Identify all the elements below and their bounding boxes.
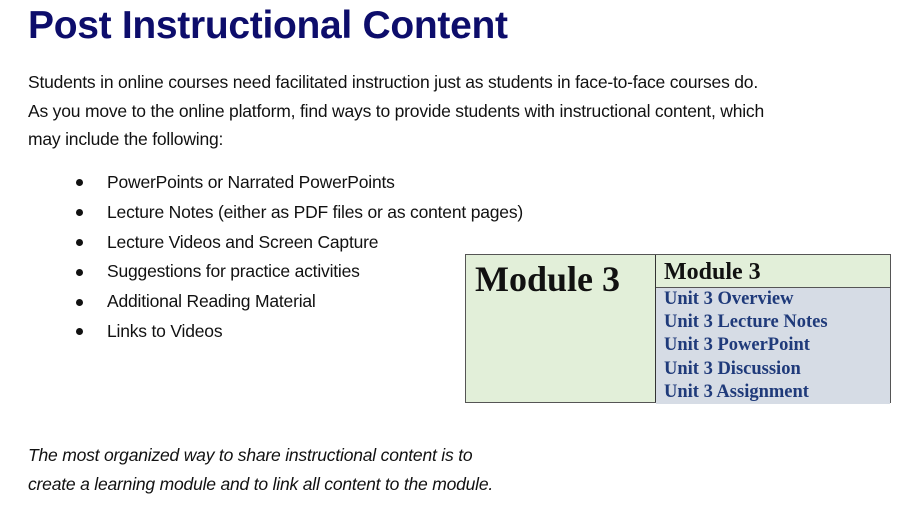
closing-note: [28, 441, 493, 499]
bullet-icon: [76, 239, 83, 246]
module-item: Unit 3 Lecture Notes: [664, 312, 828, 333]
bullet-icon: [76, 328, 83, 335]
bullet-icon: [76, 209, 83, 216]
closing-line: The most organized way to share instructional content is to: [28, 445, 473, 465]
intro-line: Students in online courses need facilitated instruction just as students in face-to-face courses do.: [28, 72, 759, 92]
intro-paragraph: [28, 68, 918, 154]
module-item: Unit 3 Discussion: [664, 358, 801, 379]
bullet-icon: [76, 269, 83, 276]
list-item: Lecture Videos and Screen Capture: [70, 228, 523, 258]
module-label: Module 3: [466, 255, 656, 402]
module-item: Unit 3 Assignment: [664, 381, 809, 402]
module-item: Unit 3 PowerPoint: [664, 335, 810, 356]
intro-line: may include the following:: [28, 129, 224, 149]
list-item: Links to Videos: [70, 317, 523, 347]
module-contents: [656, 255, 890, 402]
list-item: Additional Reading Material: [70, 287, 523, 317]
list-item: PowerPoints or Narrated PowerPoints: [70, 168, 523, 198]
closing-line: create a learning module and to link all content to the module.: [28, 474, 494, 494]
content-types-list: [70, 168, 523, 347]
page-title: Post Instructional Content: [28, 4, 508, 47]
bullet-icon: [76, 299, 83, 306]
module-structure-graphic: [465, 254, 891, 403]
list-item: Lecture Notes (either as PDF files or as content pages): [70, 198, 523, 228]
list-item: Suggestions for practice activities: [70, 257, 523, 287]
bullet-icon: [76, 179, 83, 186]
module-header: Module 3: [656, 255, 890, 288]
module-item: Unit 3 Overview: [664, 289, 794, 309]
module-items: [656, 288, 890, 404]
intro-line: As you move to the online platform, find ways to provide students with instructional content, which: [28, 100, 765, 121]
